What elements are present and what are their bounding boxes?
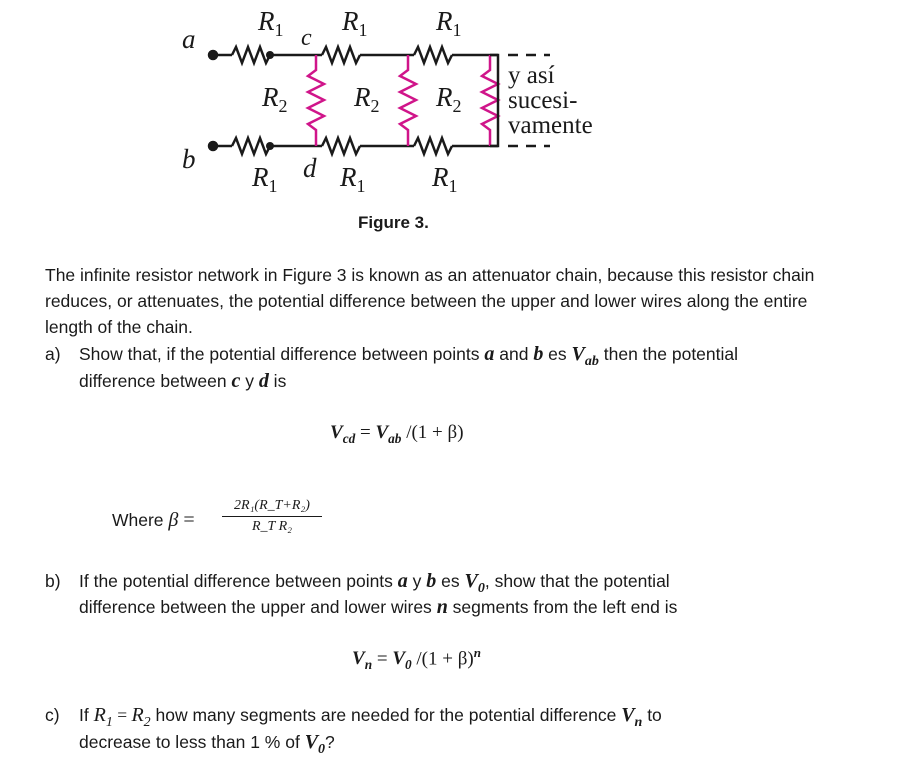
- svg-text:R2: $R_2$: [354, 82, 380, 116]
- svg-text:R1: $R_1$: [252, 162, 278, 196]
- equation-vn: $V_n = V_0$ $/(1 + \beta)^n$: [352, 645, 481, 673]
- svg-text:R1: $R_1$: [340, 162, 366, 196]
- figure-caption: Figure 3.: [358, 213, 429, 232]
- resistor-r1-top-1: [232, 47, 270, 63]
- svg-text:R1: $R_1$: [258, 6, 284, 40]
- part-b-marker: b): [45, 571, 61, 591]
- intro-paragraph: The infinite resistor network in Figure 3 is known as an attenuator chain, because this resistor chain reduces, or attenuates, the potential difference between the upper and lower wires along the entire length of the chain.: [45, 265, 815, 337]
- resistor-r1-bottom-1: [232, 138, 270, 154]
- svg-text:R1: $R_1$: [342, 6, 368, 40]
- svg-text:R2: $R_2$: [436, 82, 462, 116]
- label-r1-bottom-2: [339, 162, 366, 196]
- where-beta-label: Where β =: [112, 509, 195, 531]
- part-a-marker: a): [45, 344, 61, 364]
- part-c-line1: If $R_1 = R_2$ how many segments are needed for the potential difference $V_n$ to: [79, 704, 662, 730]
- part-c-line2: decrease to less than 1 % of $V_0$?: [79, 731, 335, 757]
- resistor-r1-top-3: [414, 47, 452, 63]
- equation-vcd: $V_{cd} = V_{ab}$ /(1 + β): [330, 422, 464, 446]
- resistor-r1-bottom-2: [322, 138, 360, 154]
- part-b-line2: difference between the upper and lower wires n segments from the left end is: [79, 596, 678, 618]
- label-r1-top-2: [341, 6, 368, 40]
- svg-text:R1: $R_1$: [432, 162, 458, 196]
- svg-text:R2: $R_2$: [262, 82, 288, 116]
- part-c-marker: c): [45, 705, 60, 725]
- label-r1-top-3: [435, 6, 462, 40]
- label-r1-bottom-3: [431, 162, 458, 196]
- beta-numerator: 2R₁(R_T+R₂): [222, 498, 322, 517]
- continuation-text-3: vamente: [508, 112, 593, 139]
- resistor-r1-top-2: [322, 47, 360, 63]
- resistor-r2-3: [482, 55, 498, 146]
- label-node-b: b: [182, 144, 196, 174]
- node-c-dot: [266, 51, 274, 59]
- label-r2-2: [353, 82, 380, 116]
- resistor-r2-2: [400, 55, 416, 146]
- label-node-c: c: [301, 25, 312, 51]
- part-a-line2: difference between c y d is: [79, 370, 287, 392]
- resistor-r1-bottom-3: [414, 138, 452, 154]
- svg-text:R1: $R_1$: [436, 6, 462, 40]
- continuation-text-1: y así: [508, 62, 555, 89]
- label-r2-3: [435, 82, 462, 116]
- attenuator-chain-diagram: [170, 0, 630, 200]
- part-b-line1: If the potential difference between points a y b es $V_0$, show that the potential: [79, 570, 670, 596]
- part-a-line1: Show that, if the potential difference between points a and b es $V_{ab}$ then the potential: [79, 343, 739, 369]
- label-r1-bottom-1: [251, 162, 278, 196]
- node-d-dot: [266, 142, 274, 150]
- beta-fraction: [222, 498, 322, 535]
- label-r2-1: [261, 82, 288, 116]
- label-node-d: d: [303, 153, 317, 183]
- continuation-text-2: sucesi-: [508, 87, 578, 114]
- label-r1-top-1: [257, 6, 284, 40]
- beta-denominator: R_T R₂: [251, 519, 292, 534]
- label-node-a: a: [182, 24, 196, 54]
- resistor-r2-1: [308, 55, 324, 146]
